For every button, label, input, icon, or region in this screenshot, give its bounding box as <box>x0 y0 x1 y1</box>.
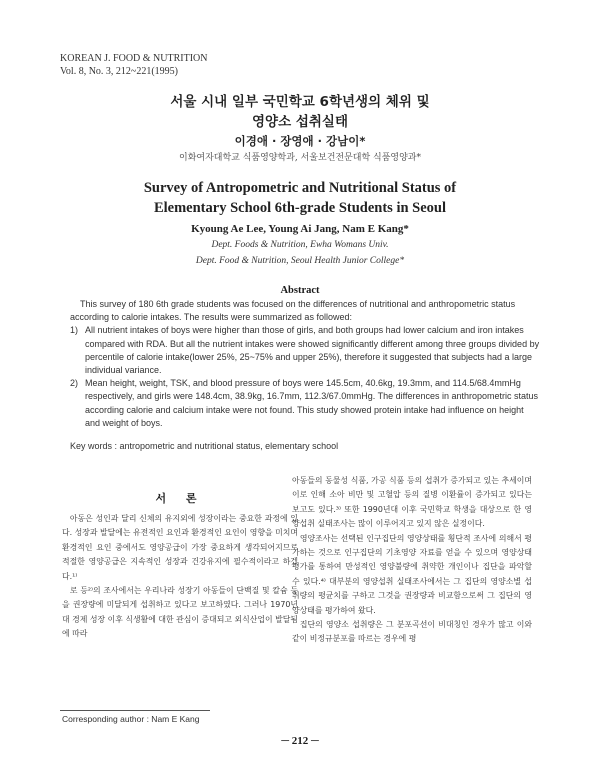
abstract-item-number: 2) <box>70 378 79 389</box>
paragraph: 영양조사는 선택된 인구집단의 영양상태를 횡단적 조사에 의해서 평가하는 것으로 인구집단의 기초영양 자료를 얻을 수 있으며 영양상태 평가를 통하여 만성적인 영양불량에 취약한 개인이나 집단을 파악할 수 있다.⁴⁾ 대부분의 영양섭취 실태조사에서는 그 집단의 영양소별 섭취량의 평균치를 구하고 그것을 권장량과 비교함으로써 그 집단의 영양상태를 평가하여 왔다. <box>292 533 532 615</box>
journal-volume: Vol. 8, No. 3, 212~221(1995) <box>60 66 179 77</box>
english-affiliation-2: Dept. Food & Nutrition, Seoul Health Junior College* <box>195 256 405 266</box>
abstract-item <box>70 377 540 430</box>
keywords: Key words : antropometric and nutritional status, elementary school <box>70 441 339 451</box>
korean-title <box>0 92 600 132</box>
journal-name: KOREAN J. FOOD & NUTRITION <box>60 53 208 64</box>
english-title-line2: Elementary School 6th-grade Students in Seoul <box>153 200 447 216</box>
journal-header <box>60 52 208 78</box>
page-number: ─ 212 ─ <box>281 735 319 747</box>
right-column <box>292 474 532 647</box>
abstract-item-text: All nutrient intakes of boys were higher than those of girls, and both groups had lower calcium and iron intakes compared with RDA. But all the nutrient intakes were showed significantly different among three groups divided by percentile of calorie intake(lower 25%, 25~75% and upper 25%), therefore it suggested that subjects had a large individual variance. <box>85 325 540 376</box>
abstract-item-text: Mean height, weight, TSK, and blood pressure of boys were 145.5cm, 40.6kg, 19.3mm, and 114.5/68.4mmHg respectively, and girls were 148.4cm, 38.9kg, 16.7mm, 112.3/67.0mmHg. The differences in anthropometric status according calorie and calcium intake were not found. This study showed protein intake had influence on height and weight of boys. <box>85 378 539 428</box>
english-authors: Kyoung Ae Lee, Young Ai Jang, Nam E Kang* <box>191 223 409 235</box>
abstract-heading: Abstract <box>280 285 320 296</box>
english-title-line1: Survey of Antropometric and Nutritional Status of <box>143 180 457 196</box>
korean-title-line2: 영양소 섭취실태 <box>252 114 348 130</box>
abstract-intro: This survey of 180 6th grade students was focused on the differences of nutritional and anthropometric status according to calorie intakes. The results were summarized as followed: <box>70 299 516 323</box>
abstract-item <box>70 324 540 377</box>
english-affiliation-1: Dept. Foods & Nutrition, Ewha Womans Univ. <box>211 240 389 250</box>
abstract-body <box>70 298 540 430</box>
korean-affiliation: 이화여자대학교 식품영양학과, 서울보건전문대학 식품영양과* <box>179 153 421 163</box>
korean-title-line1: 서울 시내 일부 국민학교 6학년생의 체위 및 <box>170 94 430 110</box>
left-column <box>62 512 298 642</box>
section-heading: 서 론 <box>155 492 205 505</box>
paragraph: 집단의 영양소 섭취량은 그 분포곡선이 비대칭인 경우가 많고 이와 같이 비정규분포를 따르는 경우에 평 <box>292 620 532 644</box>
paragraph: 로 등²⁾의 조사에서는 우리나라 성장기 아동들이 단백질 및 칼슘 등을 권장량에 미달되게 섭취하고 있다고 보고하였다. 그러나 1970년대 경제 성장 이후 식생활에 대한 관심이 증대되고 외식산업이 발달됨에 따라 <box>62 586 299 639</box>
english-title <box>0 178 600 218</box>
korean-authors: 이경애 · 장영애 · 강남이* <box>234 134 366 148</box>
paragraph: 아동들의 동물성 식품, 가공 식품 등의 섭취가 증가되고 있는 추세이며 이로 인해 소아 비만 및 고혈압 등의 질병 이환률이 증가되고 있다는 보고도 있다.³⁾ 또한 1990년대 이후 국민학교 학생을 대상으로 한 영양섭취 실태조사는 많이 이루어지고 있지 않은 실정이다. <box>292 476 532 529</box>
abstract-item-number: 1) <box>70 325 79 336</box>
paragraph: 아동은 성인과 달리 신체의 유지외에 성장이라는 중요한 과정에 있다. 성장과 발달에는 유전적인 요인과 환경적인 요인이 영향을 미치며 환경적인 요인 중에서도 영양공급이 가장 중요하게 생각되어지므로 적절한 영양공급은 지속적인 성장과 건강유지에 필수적이라고 하겠다.¹⁾ <box>62 514 299 581</box>
footnote-divider <box>60 710 210 711</box>
corresponding-author-footnote: Corresponding author : Nam E Kang <box>62 714 200 724</box>
